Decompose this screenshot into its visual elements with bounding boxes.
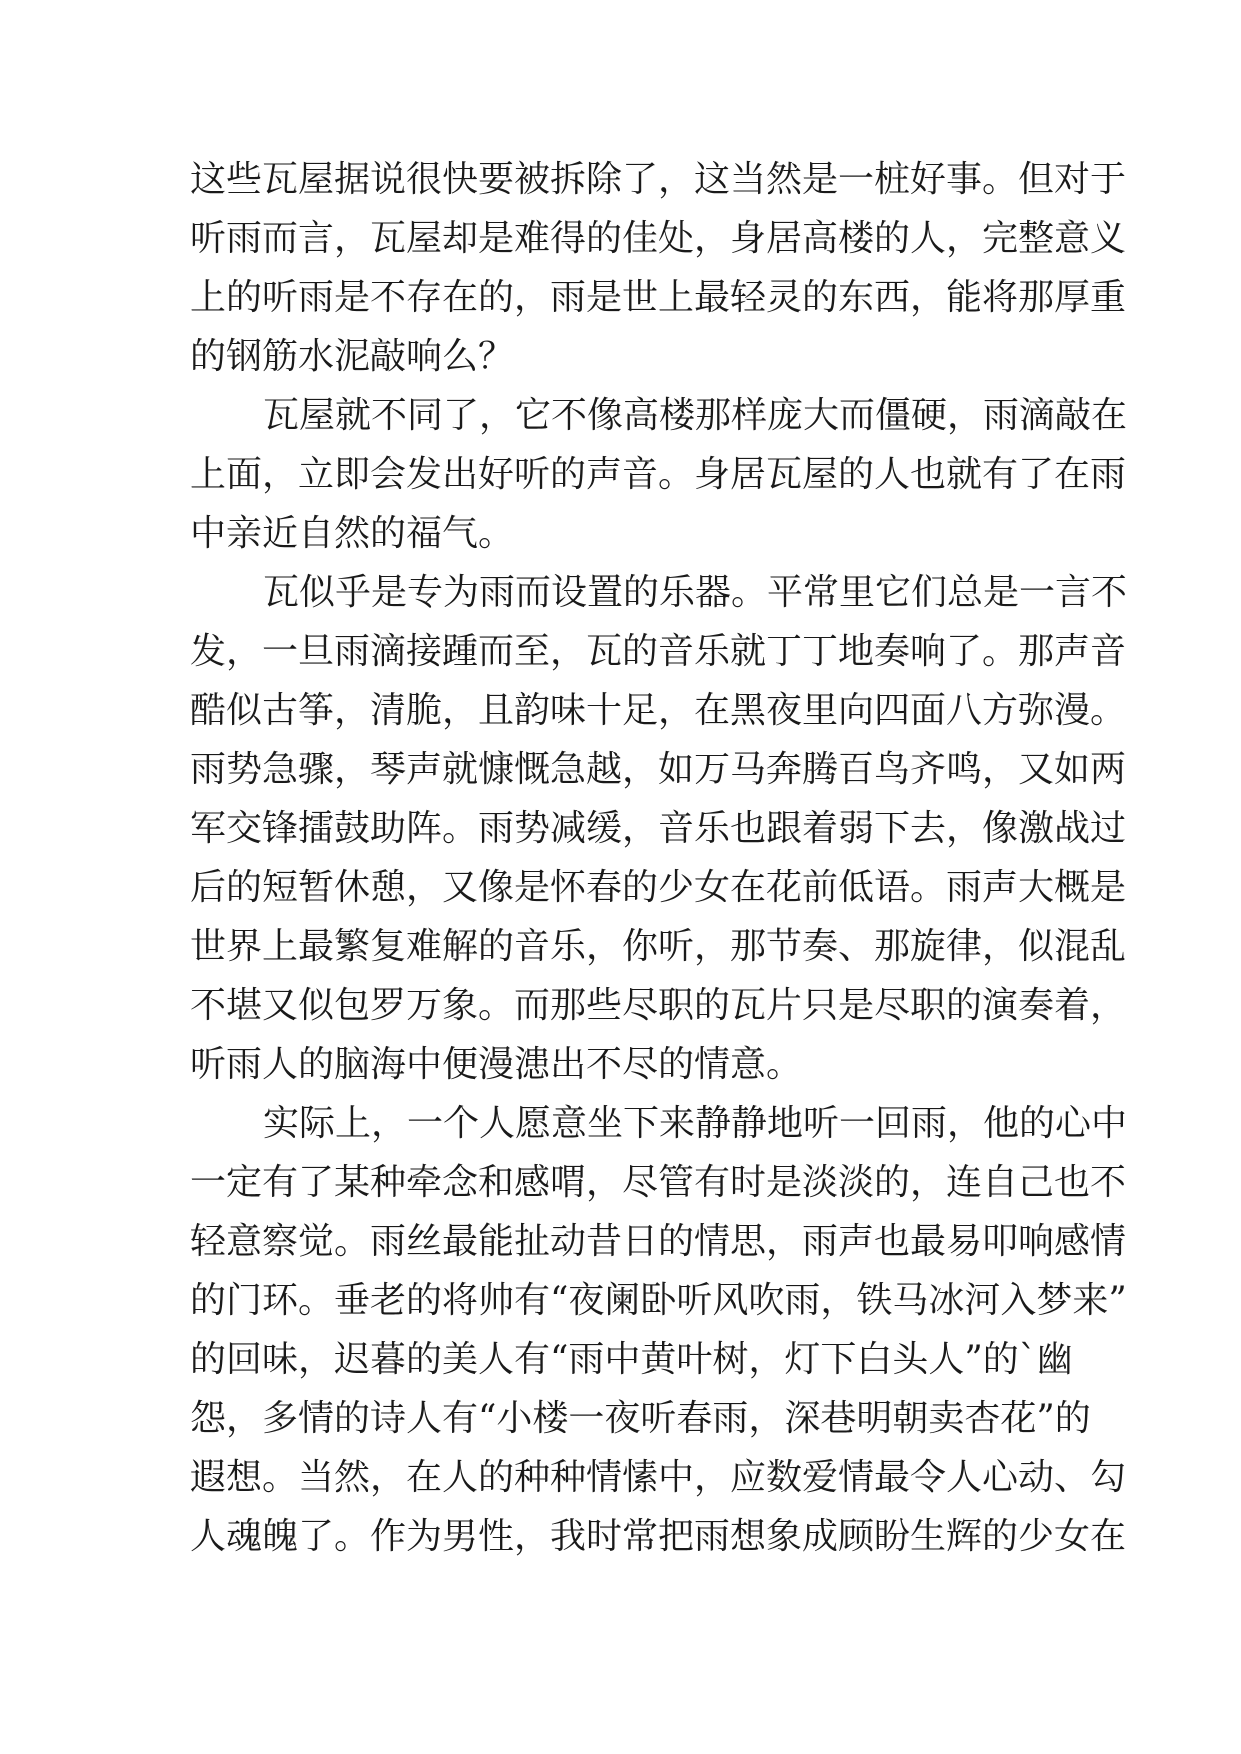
text-line: 军交锋擂鼓助阵。雨势减缓，音乐也跟着弱下去，像激战过 — [190, 808, 1127, 849]
paragraph-first-line: 实际上，一个人愿意坐下来静静地听一回雨，他的心中 — [263, 1103, 1128, 1144]
text-line: 轻意察觉。雨丝最能扯动昔日的情思，雨声也最易叩响感情 — [190, 1221, 1127, 1262]
text-line: 上的听雨是不存在的，雨是世上最轻灵的东西，能将那厚重 — [190, 277, 1127, 318]
text-line: 听雨而言，瓦屋却是难得的佳处，身居高楼的人，完整意义 — [190, 218, 1127, 259]
text-line: 怨，多情的诗人有“小楼一夜听春雨，深巷明朝卖杏花”的 — [190, 1398, 1091, 1439]
paragraph-first-line: 瓦似乎是专为雨而设置的乐器。平常里它们总是一言不 — [263, 572, 1128, 613]
text-line: 遐想。当然，在人的种种情愫中，应数爱情最令人心动、勾 — [190, 1457, 1127, 1498]
text-line: 雨势急骤，琴声就慷慨急越，如万马奔腾百鸟齐鸣，又如两 — [190, 749, 1127, 790]
text-line: 听雨人的脑海中便漫漶出不尽的情意。 — [190, 1044, 803, 1085]
text-line: 的钢筋水泥敲响么？ — [190, 336, 515, 377]
body-text — [190, 150, 1128, 1566]
paragraph-first-line: 瓦屋就不同了，它不像高楼那样庞大而僵硬，雨滴敲在 — [263, 395, 1128, 436]
text-line: 的门环。垂老的将帅有“夜阑卧听风吹雨，铁马冰河入梦来” — [190, 1280, 1127, 1321]
text-line: 发，一旦雨滴接踵而至，瓦的音乐就丁丁地奏响了。那声音 — [190, 631, 1127, 672]
text-line: 后的短暂休憩，又像是怀春的少女在花前低语。雨声大概是 — [190, 867, 1127, 908]
text-line: 世界上最繁复难解的音乐，你听，那节奏、那旋律，似混乱 — [190, 926, 1127, 967]
text-line: 一定有了某种牵念和感喟，尽管有时是淡淡的，连自己也不 — [190, 1162, 1127, 1203]
text-line: 不堪又似包罗万象。而那些尽职的瓦片只是尽职的演奏着， — [190, 985, 1127, 1026]
text-line: 中亲近自然的福气。 — [190, 513, 515, 554]
text-line: 酷似古筝，清脆，且韵味十足，在黑夜里向四面八方弥漫。 — [190, 690, 1127, 731]
text-line: 人魂魄了。作为男性，我时常把雨想象成顾盼生辉的少女在 — [190, 1516, 1127, 1557]
text-line: 上面，立即会发出好听的声音。身居瓦屋的人也就有了在雨 — [190, 454, 1127, 495]
text-line: 这些瓦屋据说很快要被拆除了，这当然是一桩好事。但对于 — [190, 159, 1127, 200]
text-line: 的回味，迟暮的美人有“雨中黄叶树，灯下白头人”的`幽 — [190, 1339, 1073, 1380]
